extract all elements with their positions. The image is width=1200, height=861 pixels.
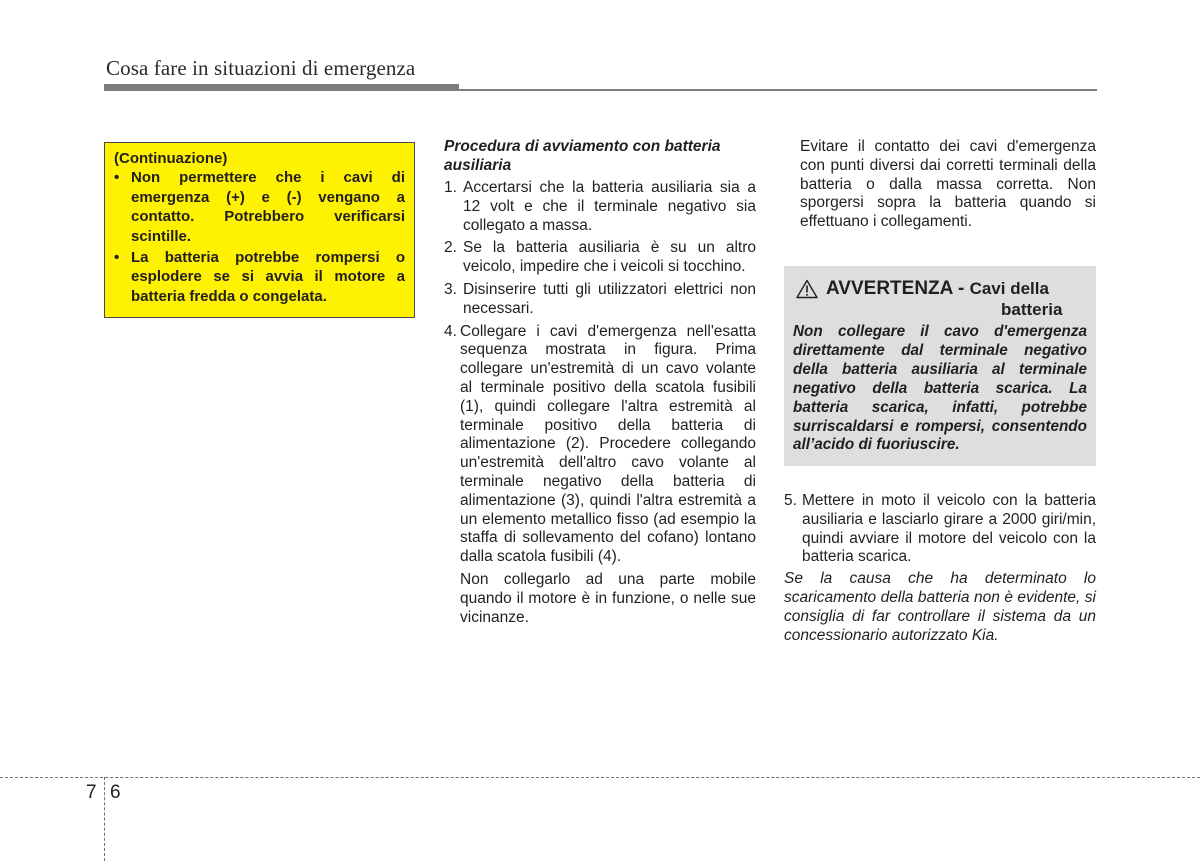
step-note: Non collegarlo ad una parte mobile quando il motore è in funzione, o nelle sue vicinanze. bbox=[460, 570, 756, 626]
procedure-step bbox=[444, 323, 756, 567]
footer-vertical-divider bbox=[104, 777, 105, 861]
procedure-step bbox=[444, 179, 756, 235]
final-step-section bbox=[784, 488, 1096, 645]
warning-title bbox=[826, 278, 1049, 300]
page-number: 6 bbox=[110, 782, 121, 803]
step-text: Mettere in moto il veicolo con la batteria ausiliaria e lasciarlo girare a 2000 giri/min, quindi avviare il motore del veicolo con la batteria scarica. bbox=[802, 492, 1096, 566]
bullet-symbol: • bbox=[114, 249, 120, 267]
warning-label: AVVERTENZA - bbox=[826, 278, 965, 299]
caution-box bbox=[104, 142, 415, 318]
caution-heading: (Continuazione) bbox=[114, 150, 228, 167]
step-number: 1. bbox=[444, 179, 457, 196]
advisory-note: Se la causa che ha determinato lo scaricamento della batteria non è evidente, si consiglia di far controllare il sistema da un concessionario autorizzato Kia. bbox=[784, 570, 1096, 644]
page-header-title: Cosa fare in situazioni di emergenza bbox=[106, 56, 416, 80]
caution-bullet-text: La batteria potrebbe rompersi o esplodere se si avvia il motore a batteria fredda o congelata. bbox=[131, 249, 405, 305]
footer-divider bbox=[0, 777, 1200, 778]
warning-triangle-icon bbox=[796, 279, 818, 299]
header-rule bbox=[104, 89, 1097, 91]
procedure-title: Procedura di avviamento con batteria ausiliaria bbox=[444, 138, 721, 174]
step-text: Disinserire tutti gli utilizzatori elettrici non necessari. bbox=[463, 280, 756, 317]
warning-subject-line2: batteria bbox=[1001, 300, 1063, 319]
step-number: 5. bbox=[784, 492, 797, 509]
caution-bullet bbox=[114, 168, 405, 246]
step-text: Collegare i cavi d'emergenza nell'esatta sequenza mostrata in figura. Prima collegare un'estremità di un cavo volante al terminale positivo della scatola fusibili (1), quindi collegare l'altra estremità al terminale positivo della batteria di alimentazione (2). Procedere collegando un'estremità dell'altro cavo volante al terminale negativo della batteria di alimentazione (3), quindi l'altra estremità a un elemento metallico fisso (ad esempio la staffa di sollevamento del cofano) lontano dalla scatola fusibili (4). bbox=[460, 322, 756, 566]
warning-body: Non collegare il cavo d'emergenza direttamente dal terminale negativo della batteria ausiliaria al terminale negativo della batteria scarica. La batteria scarica, infatti, potrebbe surriscaldarsi e rompersi, consentendo all’acido di fuoriuscire. bbox=[793, 323, 1087, 454]
step-number: 3. bbox=[444, 280, 457, 298]
caution-bullet-text: Non permettere che i cavi di emergenza (+) e (-) vengano a contatto. Potrebbero verificarsi scintille. bbox=[131, 169, 405, 245]
procedure-section bbox=[444, 138, 756, 627]
warning-box bbox=[784, 266, 1096, 466]
step-number: 4. bbox=[444, 322, 457, 340]
warning-subject: Cavi della bbox=[969, 279, 1049, 298]
bullet-symbol: • bbox=[114, 169, 120, 187]
chapter-number: 7 bbox=[86, 782, 97, 803]
procedure-step bbox=[444, 281, 756, 319]
step-text: Se la batteria ausiliaria è su un altro veicolo, impedire che i veicoli si tocchino. bbox=[463, 239, 756, 276]
procedure-step bbox=[444, 239, 756, 277]
step-text: Accertarsi che la batteria ausiliaria sia a 12 volt e che il terminale negativo sia collegato a massa. bbox=[463, 179, 756, 234]
caution-bullet bbox=[114, 248, 405, 306]
step-number: 2. bbox=[444, 239, 457, 257]
procedure-step bbox=[784, 492, 1096, 567]
continuation-paragraph: Evitare il contatto dei cavi d'emergenza con punti diversi dai corretti terminali della batteria o dalla massa corretta. Non sporgersi sopra la batteria quando si effettuano i collegamenti. bbox=[800, 138, 1096, 231]
